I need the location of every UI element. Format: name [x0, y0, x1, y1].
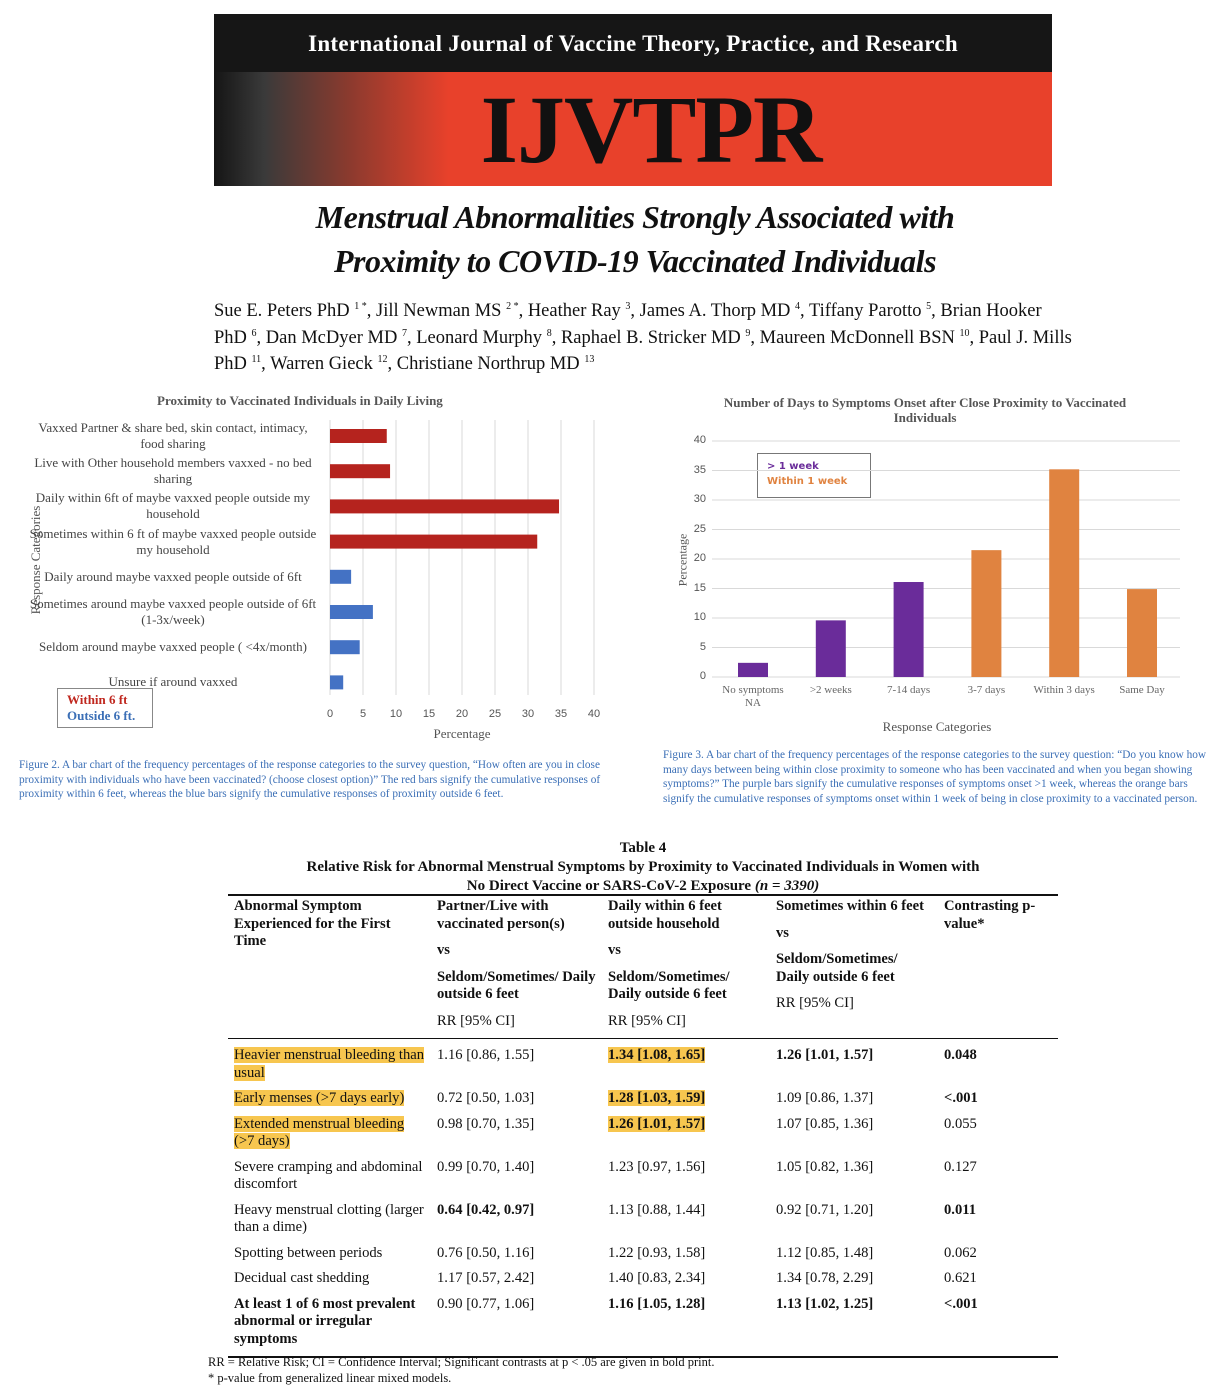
chart1-bar — [330, 535, 537, 549]
author-name: Warren Gieck — [270, 354, 373, 375]
chart2-category-label: Within 3 days — [1033, 684, 1095, 696]
author-affiliation: 6 — [251, 327, 257, 339]
author-name: Paul J. Mills PhD — [214, 327, 1072, 375]
chart1-y-axis-label: Response Categories — [28, 505, 43, 615]
table-row — [228, 1245, 1058, 1271]
header-ref: Seldom/Sometimes/ Daily outside 6 feet — [776, 951, 898, 985]
chart1-category-label: Live with Other household members vaxxed - no bed sharing — [34, 455, 312, 487]
chart1-bar — [330, 499, 559, 513]
chart2-y-tick: 30 — [693, 493, 706, 505]
chart1-title: Proximity to Vaccinated Individuals in Daily Living — [157, 393, 443, 408]
chart1-category-label: Daily around maybe vaxxed people outside of 6ft — [44, 568, 302, 584]
author-name: Dan McDyer MD — [265, 327, 398, 348]
legend-within-6ft: Within 6 ft — [67, 692, 128, 707]
author-name: Sue E. Peters PhD — [214, 301, 350, 322]
journal-name: International Journal of Vaccine Theory, Practice, and Research — [214, 14, 1052, 72]
rr-value: 0.92 [0.71, 1.20] — [776, 1201, 874, 1218]
symptom-name: Heavier menstrual bleeding than usual — [234, 1047, 425, 1081]
header-unit: RR [95% CI] — [776, 995, 854, 1011]
chart1-x-axis-label: Percentage — [433, 726, 491, 741]
chart1-bar — [330, 675, 343, 689]
rr-value: 1.13 [0.88, 1.44] — [608, 1201, 706, 1218]
author-affiliation: 13 — [584, 354, 595, 366]
chart2-category-label: >2 weeks — [809, 684, 852, 696]
table-row — [228, 1296, 1058, 1358]
figure-3-caption: Figure 3. A bar chart of the frequency percentages of the response categories to the survey question: “Do you know how many days between being within close proximity to someone who has been vaccinated and when you began showing symptoms?” The purple bars signify the cumulative responses of symptoms onset >1 week, whereas the orange bars signify the cumulative responses of symptoms onset within 1 week of being in close proximity to a vaccinated person. — [663, 749, 1207, 805]
rr-value: 1.34 [1.08, 1.65] — [608, 1047, 706, 1063]
rr-value: 1.40 [0.83, 2.34] — [608, 1270, 706, 1286]
author-affiliation: 1 * — [354, 301, 367, 312]
chart1-x-tick: 40 — [587, 708, 601, 720]
rr-value: 1.12 [0.85, 1.48] — [776, 1244, 874, 1261]
chart2-y-tick: 10 — [693, 611, 706, 623]
chart2-y-tick: 35 — [693, 463, 706, 476]
table-header-cell — [602, 898, 770, 1039]
table-title-line1: Relative Risk for Abnormal Menstrual Symptoms by Proximity to Vaccinated Individuals in Women with — [306, 859, 980, 875]
author-name: Raphael B. Stricker MD — [560, 327, 741, 348]
header-vs: vs — [776, 924, 789, 941]
rr-value: 1.05 [0.82, 1.36] — [776, 1158, 874, 1175]
table-title-line2: No Direct Vaccine or SARS-CoV-2 Exposure — [466, 878, 752, 894]
p-value: 0.048 — [944, 1047, 977, 1063]
p-value: 0.127 — [944, 1158, 977, 1175]
header-top: Daily within 6 feet outside household — [608, 898, 722, 932]
chart2-bar — [1049, 469, 1079, 677]
author-affiliation: 5 — [926, 301, 932, 312]
p-value: 0.011 — [944, 1201, 977, 1218]
table-header-cell — [770, 898, 938, 1039]
chart1-category-label: Seldom around maybe vaxxed people ( <4x/month) — [39, 639, 307, 655]
chart1-x-tick: 35 — [554, 708, 568, 720]
symptom-name: At least 1 of 6 most prevalent abnormal or irregular symptoms — [234, 1295, 416, 1347]
table-label: Table 4 — [619, 840, 667, 856]
author-name: Heather Ray — [527, 301, 621, 322]
author-name: Maureen McDonnell BSN — [759, 327, 955, 348]
chart1-x-tick: 20 — [455, 708, 469, 720]
author-affiliation: 8 — [546, 327, 552, 339]
table-row — [228, 1202, 1058, 1245]
table-row — [228, 1116, 1058, 1159]
symptom-name: Extended menstrual bleeding (>7 days) — [234, 1115, 405, 1149]
rr-value: 1.26 [1.01, 1.57] — [776, 1047, 874, 1063]
table-header-cell — [431, 898, 602, 1039]
chart1-category-label: Sometimes around maybe vaxxed people outside of 6ft (1-3x/week) — [29, 596, 317, 627]
chart1-x-tick: 5 — [359, 708, 367, 720]
chart2-bar — [1127, 589, 1157, 677]
chart1-x-tick: 25 — [488, 708, 502, 720]
legend-outside-6ft: Outside 6 ft. — [67, 708, 136, 723]
header-vs: vs — [608, 942, 621, 958]
author-affiliation: 4 — [795, 301, 801, 312]
chart2-category-label: 3-7 days — [967, 684, 1006, 696]
author-list: Sue E. Peters PhD $^{1 *}$, Jill Newman MS $^{2 *}$, Heather Ray $^3$, James A. Thorp MD $^4$, Tiffany Parotto $^5$, Brian Hooker PhD $^6$, Dan McDyer MD $^7$, Leonard Murphy $^8$, Raphael B. Stricker MD $^9$, Maureen McDonnell BSN $^{10}$, Paul J. Mills PhD $^{11}$, Warren Gieck $^{12}$, Christiane Northrup MD $^{13}$ — [214, 301, 1072, 375]
chart1-category-label: Daily within 6ft of maybe vaxxed people outside my household — [35, 490, 311, 522]
header-ref: Seldom/Sometimes/ Daily outside 6 feet — [437, 968, 596, 1002]
author-affiliation: 11 — [251, 354, 262, 366]
rr-value: 1.09 [0.86, 1.37] — [776, 1090, 874, 1106]
author-name: James A. Thorp MD — [639, 301, 791, 322]
legend-more-than-1-week: > 1 week — [767, 461, 819, 472]
p-value: <.001 — [944, 1090, 978, 1106]
symptom-name: Decidual cast shedding — [234, 1270, 370, 1286]
table-header-row — [228, 898, 1058, 1039]
journal-logo: IJVTPR — [480, 76, 822, 183]
chart1-bar — [330, 605, 373, 619]
author-name: Christiane Northrup MD — [396, 354, 580, 375]
chart2-category-label: No symptoms NA — [722, 684, 784, 709]
relative-risk-table — [228, 898, 1058, 1358]
chart1-bar — [330, 429, 387, 443]
title-line-1: Menstrual Abnormalities Strongly Associated with — [315, 199, 955, 235]
rr-value: 1.17 [0.57, 2.42] — [437, 1270, 535, 1286]
rr-value: 0.99 [0.70, 1.40] — [437, 1158, 535, 1175]
author-name: Jill Newman MS — [376, 301, 502, 322]
rr-value: 1.26 [1.01, 1.57] — [608, 1115, 706, 1132]
rr-value: 1.16 [1.05, 1.28] — [608, 1295, 706, 1312]
header-top: Partner/Live with vaccinated person(s) — [437, 898, 565, 932]
chart2-bar — [894, 582, 924, 677]
chart2-y-tick: 20 — [693, 552, 706, 564]
chart2-x-axis-label: Response Categories — [882, 719, 992, 734]
table-note-pvalue: * p-value from generalized linear mixed models. — [208, 1370, 452, 1385]
chart1-category-label: Sometimes within 6 ft of maybe vaxxed people outside my household — [29, 525, 317, 557]
table-note-abbreviations: RR = Relative Risk; CI = Confidence Interval; Significant contrasts at p < .05 are given in bold print. — [208, 1355, 715, 1369]
chart2-y-axis-label: Percentage — [675, 533, 690, 587]
p-value: <.001 — [944, 1295, 978, 1312]
chart2-y-tick: 25 — [693, 522, 706, 535]
chart2-y-tick: 15 — [693, 581, 706, 594]
header-top: Abnormal Symptom Experienced for the First Time — [234, 898, 391, 949]
rr-value: 1.13 [1.02, 1.25] — [776, 1295, 874, 1312]
legend-within-1-week: Within 1 week — [767, 476, 848, 487]
header-unit: RR [95% CI] — [608, 1012, 686, 1029]
author-affiliation: 12 — [377, 354, 388, 366]
table-row — [228, 1039, 1058, 1091]
p-value: 0.062 — [944, 1244, 977, 1261]
author-affiliation: 10 — [959, 327, 970, 339]
chart1-x-tick: 10 — [389, 708, 403, 720]
symptom-name: Spotting between periods — [234, 1244, 383, 1261]
chart1-x-tick: 30 — [521, 708, 535, 720]
header-unit: RR [95% CI] — [437, 1012, 515, 1029]
table-sample-size: (n = 3390) — [754, 878, 820, 894]
chart2-category-label: 7-14 days — [887, 684, 931, 696]
chart1-x-tick: 15 — [422, 708, 436, 720]
symptom-name: Early menses (>7 days early) — [234, 1090, 405, 1106]
header-top: Contrasting p-value* — [944, 898, 1036, 932]
rr-value: 1.34 [0.78, 2.29] — [776, 1270, 874, 1286]
chart1-category-label: Vaxxed Partner & share bed, skin contact, intimacy, food sharing — [38, 420, 308, 451]
chart2-bar — [816, 620, 846, 677]
table-row — [228, 1270, 1058, 1296]
rr-value: 0.64 [0.42, 0.97] — [437, 1201, 535, 1218]
rr-value: 1.07 [0.85, 1.36] — [776, 1115, 874, 1132]
author-affiliation: 2 * — [506, 301, 519, 312]
table-row — [228, 1090, 1058, 1116]
rr-value: 0.98 [0.70, 1.35] — [437, 1115, 535, 1132]
rr-value: 1.16 [0.86, 1.55] — [437, 1047, 535, 1063]
figure-2-caption: Figure 2. A bar chart of the frequency percentages of the response categories to the survey question, “How often are you in close proximity with individuals who have been vaccinated? (choose closest option)” The red bars signify the cumulative responses of proximity within 6 feet, whereas the blue bars signify the cumulative responses of proximity outside 6 feet. — [19, 759, 601, 800]
chart2-y-tick: 40 — [693, 434, 706, 446]
rr-value: 0.90 [0.77, 1.06] — [437, 1295, 535, 1312]
author-affiliation: 3 — [625, 301, 631, 312]
chart2-bar — [971, 550, 1001, 677]
table-notes — [208, 1355, 714, 1386]
chart2-y-tick: 5 — [699, 640, 706, 653]
chart2-category-label: Same Day — [1119, 684, 1165, 696]
author-affiliation: 7 — [401, 327, 407, 339]
chart2-bar — [738, 663, 768, 677]
title-line-2: Proximity to COVID-19 Vaccinated Individuals — [333, 243, 937, 279]
rr-value: 1.28 [1.03, 1.59] — [608, 1090, 706, 1106]
author-name: Brian Hooker PhD — [214, 301, 1042, 348]
header-vs: vs — [437, 942, 450, 958]
table-caption — [228, 839, 1058, 896]
chart1-category-label: Unsure if around vaxxed — [108, 674, 238, 690]
author-name: Tiffany Parotto — [808, 301, 922, 322]
rr-value: 0.76 [0.50, 1.16] — [437, 1244, 535, 1261]
chart1-bar — [330, 640, 360, 654]
rr-value: 0.72 [0.50, 1.03] — [437, 1090, 535, 1106]
author-name: Leonard Murphy — [416, 327, 543, 348]
chart1-bar — [330, 464, 390, 478]
chart2-title: Number of Days to Symptoms Onset after Close Proximity to Vaccinated Individuals — [723, 395, 1127, 425]
chart1-x-tick: 0 — [326, 708, 334, 720]
header-top: Sometimes within 6 feet — [776, 898, 924, 914]
rr-value: 1.22 [0.93, 1.58] — [608, 1244, 706, 1261]
chart2-y-tick: 0 — [699, 670, 706, 682]
p-value: 0.055 — [944, 1115, 977, 1132]
author-affiliation: 9 — [745, 327, 751, 339]
table-header-cell — [938, 898, 1058, 1039]
symptom-name: Severe cramping and abdominal discomfort — [234, 1158, 423, 1192]
p-value: 0.621 — [944, 1270, 977, 1286]
table-header-cell — [228, 898, 431, 1039]
header-ref: Seldom/Sometimes/ Daily outside 6 feet — [608, 968, 730, 1002]
rr-value: 1.23 [0.97, 1.56] — [608, 1158, 706, 1175]
table-row — [228, 1159, 1058, 1202]
chart1-bar — [330, 570, 351, 584]
symptom-name: Heavy menstrual clotting (larger than a dime) — [234, 1201, 424, 1235]
